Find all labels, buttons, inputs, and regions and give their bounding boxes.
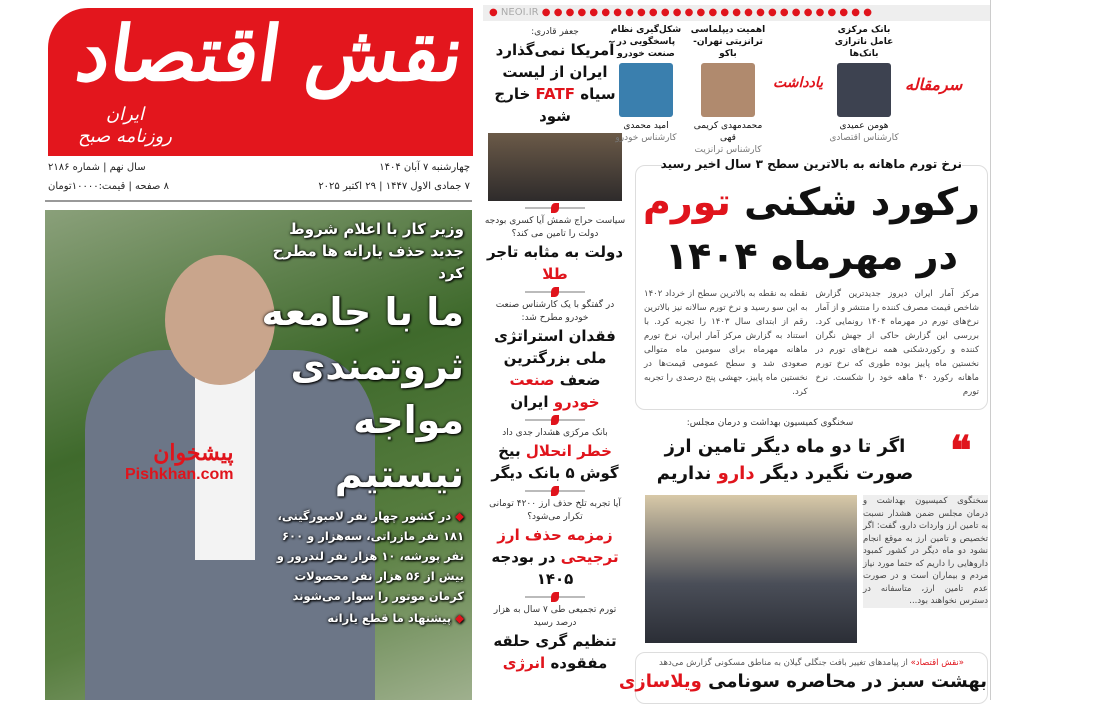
cover-bullet: ◆ پیشنهاد ما قطع یارانه — [327, 611, 464, 625]
lead-body: نقطه به نقطه به بالاترین سطح از خرداد ۱۴۰۲ به این سو رسید و نرخ تورم سالانه نیز بالاترین رقم از ابتدای سال ۱۴۰۳ را تجربه کرد. با استناد به گزارش مرکز آمار ایران، نرخ تورم ماهانه مهرماه برای سومین ماه متوالی صعودی شد و سطح عمومی قیمت‌ها در نخستین ماه پاییز، جهشی پنج درصدی را تجربه کرد. — [644, 289, 808, 397]
bottom-headline: بهشت سبز در محاصره سونامی ویلاسازی — [618, 671, 987, 692]
cover-photo — [45, 210, 472, 700]
news-item[interactable]: سیاست حراج شمش آیا کسری بودجه دولت را تامین می کند؟ دولت به مثابه تاجر طلا — [484, 216, 626, 283]
price: ۸ صفحه | قیمت:۱۰۰۰۰تومان — [48, 181, 169, 192]
news-item[interactable]: در گفتگو با یک کارشناس صنعت خودرو مطرح شد: فقدان استراتژی ملی بزرگترین ضعف صنعت خودرو ایران — [494, 300, 616, 411]
lead-columns — [636, 283, 987, 399]
cover-bullet: ◆ در کشور چهار نفر لامبورگینی، ۱۸۱ نفر مازراتی، سه‌هزار و ۶۰۰ نفر پورشه، ۱۰ هزار نفر لندرور و بیش از ۵۶ هزار نفر محصولات کرمان موتور را سوار می‌شوند — [276, 509, 464, 603]
note-label: یادداشت — [773, 75, 823, 91]
editorial-label: سرمقاله — [905, 75, 963, 94]
quote-icon: ❝ — [950, 427, 972, 474]
logo-text: نقش اقتصاد — [70, 9, 470, 98]
news-item[interactable]: بانک مرکزی هشدار جدی داد خطر انحلال بیخ گوش ۵ بانک دیگر — [491, 428, 619, 482]
date-persian: چهارشنبه ۷ آبان ۱۴۰۴ — [379, 162, 470, 173]
logo-tagline: ایران روزنامه صبح — [78, 104, 172, 147]
site-url: NEOI.IR — [500, 7, 539, 18]
separator-icon — [525, 291, 585, 293]
opinion-item[interactable]: بانک مرکزی عامل ناترازی بانک‌ها هومن عمیدی کارشناس اقتصادی — [829, 25, 899, 143]
news-column — [484, 26, 626, 680]
lead-headline: رکورد شکنی تورم در مهرماه ۱۴۰۴ — [643, 180, 980, 278]
news-item[interactable]: جعفر قادری: آمریکا نمی‌گذارد ایران از لیست سیاه FATF خارج شود — [484, 26, 626, 201]
separator-icon — [525, 207, 585, 209]
page-edge — [990, 0, 991, 700]
lead-story[interactable] — [635, 157, 988, 410]
cover-headline: ما با جامعه ثروتمندی مواجه نیستیم — [261, 290, 464, 496]
site-strip: ● NEOI.IR ● ● ● ● ● ● ● ● ● ● ● ● ● ● ● ● ● ● ● ● ● ● ● ● ● ● ● ● — [483, 5, 990, 21]
quote-story[interactable] — [635, 415, 988, 647]
issue-number: سال نهم | شماره ۲۱۸۶ — [48, 162, 146, 173]
quote-kicker: سخنگوی کمیسیون بهداشت و درمان مجلس: — [686, 418, 854, 428]
date-hijri: ۷ جمادی الاول ۱۴۴۷ | ۲۹ اکتبر ۲۰۲۵ — [318, 181, 470, 192]
news-photo — [488, 133, 622, 201]
separator-icon — [525, 419, 585, 421]
cover-bullets — [264, 506, 464, 628]
news-item[interactable]: تورم تجمیعی طی ۷ سال به هزار درصد رسید تنظیم گری حلقه مفقوده انرژی — [493, 605, 617, 672]
lead-kicker: نرخ تورم ماهانه به بالاترین سطح ۳ سال اخیر رسید — [660, 157, 962, 171]
divider — [45, 200, 472, 202]
masthead-logo — [48, 8, 473, 156]
separator-icon — [525, 490, 585, 492]
bottom-story[interactable] — [618, 652, 988, 704]
watermark: پیشخوان Pishkhan.com — [125, 440, 234, 483]
opinion-item[interactable]: اهمیت دیپلماسی ترانزیتی تهران- باکو محمدمهدی کریمی قهی کارشناس ترانزیت — [690, 25, 766, 155]
cover-kicker: وزیر کار با اعلام شروط جدید حذف یارانه ها مطرح کرد — [272, 220, 464, 282]
lead-body: مرکز آمار ایران دیروز جدیدترین گزارش شاخص قیمت مصرف کننده را منتشر و از آمار نرخ‌های تورم در مهرماه ۱۴۰۴ رونمایی کرد. بررسی این گزارش حاکی از جهش نگران کننده و رکوردشکنی همه نرخ‌های تورم در نخستین ماه پاییز بوده طوری که نرخ تورم ماهانه رکورد ۴۰ ماهه خود را شکست. نرخ تورم — [815, 289, 979, 397]
news-item[interactable]: آیا تجربه تلخ حذف ارز ۴۲۰۰ تومانی تکرار می‌شود؟ زمزمه حذف ارز ترجیحی در بودجه ۱۴۰۵ — [489, 499, 621, 588]
separator-icon — [525, 596, 585, 598]
quote-body: سخنگوی کمیسیون بهداشت و درمان مجلس ضمن هشدار نسبت به تامین ارز واردات دارو، گفت: اگر تخصیص و تامین ارز به موقع انجام نشود دو ماه دیگر در کشور کمبود داروهایی را داریم که حتما مورد نیاز مردم و بیماران است و در صورت عدم تامین ارز، متاسفانه در دسترس نخواهند بود... — [863, 496, 988, 606]
quote-photo — [645, 495, 857, 643]
quote-headline: اگر تا دو ماه دیگر تامین ارز صورت نگیرد دیگر دارو نداریم — [656, 436, 914, 484]
opinion-item[interactable]: شکل‌گیری نظام پاسخگویی در صنعت خودرو امید محمدی کارشناس خودرو — [610, 25, 682, 143]
bottom-kicker: «نقش اقتصاد» از پیامدهای تغییر بافت جنگلی گیلان به مناطق مسکونی گزارش می‌دهد — [659, 658, 964, 668]
